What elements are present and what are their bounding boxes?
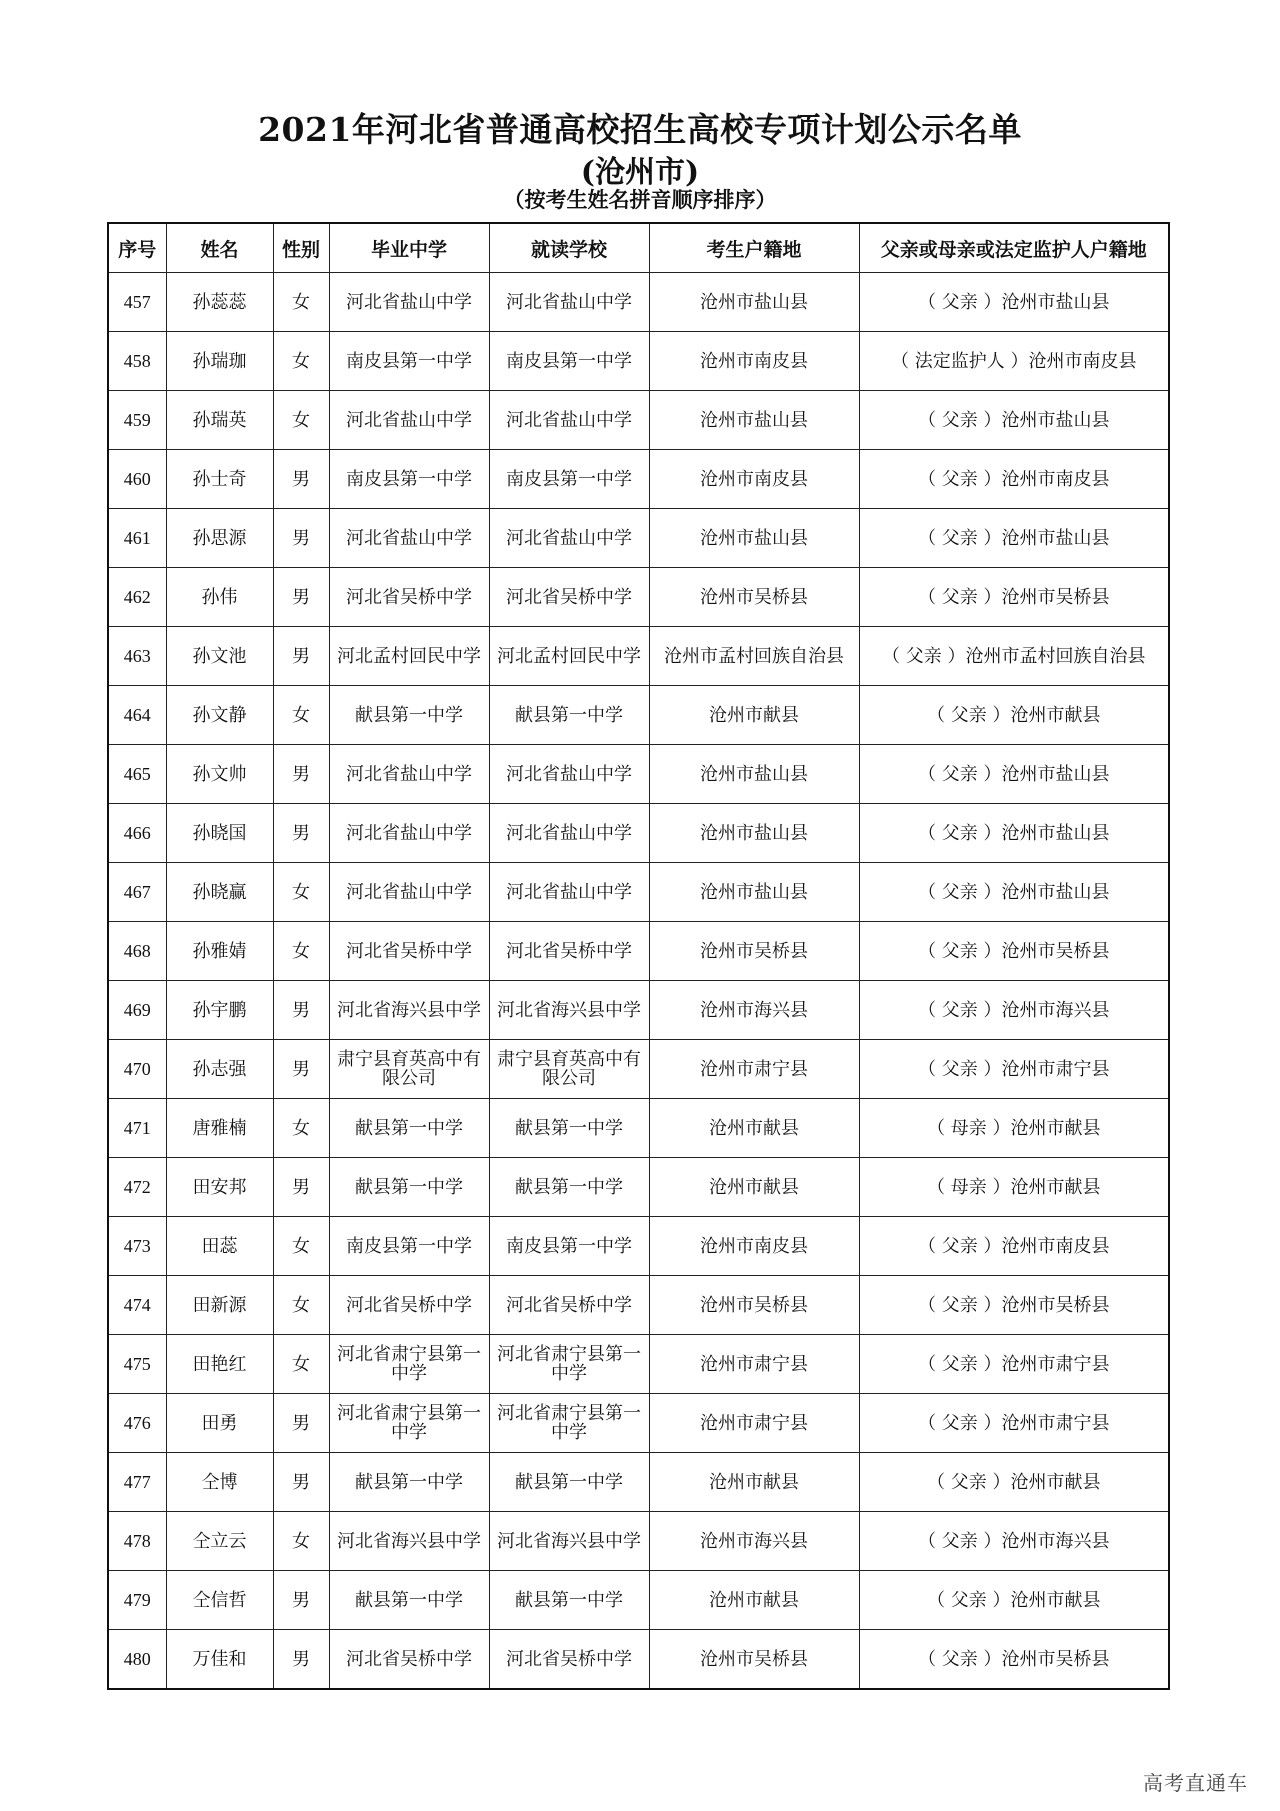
cell-graduated-school: 南皮县第一中学 xyxy=(329,332,489,391)
column-header-current-school: 就读学校 xyxy=(489,223,649,273)
cell-seq: 461 xyxy=(108,509,166,568)
cell-student-household: 沧州市肃宁县 xyxy=(649,1335,859,1394)
table-row xyxy=(108,450,1169,509)
cell-student-household: 沧州市盐山县 xyxy=(649,804,859,863)
cell-guardian-household: （ 父亲 ）沧州市肃宁县 xyxy=(859,1040,1169,1099)
cell-graduated-school: 河北省盐山中学 xyxy=(329,273,489,332)
cell-guardian-household: （ 父亲 ）沧州市吴桥县 xyxy=(859,1276,1169,1335)
cell-current-school: 河北省肃宁县第一中学 xyxy=(489,1394,649,1453)
cell-guardian-household: （ 父亲 ）沧州市献县 xyxy=(859,1453,1169,1512)
cell-name: 孙瑞珈 xyxy=(166,332,273,391)
cell-student-household: 沧州市孟村回族自治县 xyxy=(649,627,859,686)
cell-graduated-school: 河北省盐山中学 xyxy=(329,509,489,568)
cell-seq: 457 xyxy=(108,273,166,332)
table-row xyxy=(108,1453,1169,1512)
table-row xyxy=(108,391,1169,450)
column-header-gender: 性别 xyxy=(273,223,329,273)
cell-seq: 459 xyxy=(108,391,166,450)
cell-gender: 女 xyxy=(273,391,329,450)
cell-guardian-household: （ 父亲 ）沧州市吴桥县 xyxy=(859,568,1169,627)
cell-student-household: 沧州市献县 xyxy=(649,1571,859,1630)
cell-graduated-school: 南皮县第一中学 xyxy=(329,1217,489,1276)
cell-seq: 470 xyxy=(108,1040,166,1099)
cell-name: 孙伟 xyxy=(166,568,273,627)
cell-student-household: 沧州市献县 xyxy=(649,1453,859,1512)
table-row xyxy=(108,1217,1169,1276)
cell-guardian-household: （ 父亲 ）沧州市盐山县 xyxy=(859,804,1169,863)
cell-graduated-school: 河北省吴桥中学 xyxy=(329,922,489,981)
cell-gender: 男 xyxy=(273,627,329,686)
cell-graduated-school: 河北省吴桥中学 xyxy=(329,1276,489,1335)
cell-student-household: 沧州市盐山县 xyxy=(649,391,859,450)
cell-seq: 478 xyxy=(108,1512,166,1571)
cell-seq: 468 xyxy=(108,922,166,981)
cell-name: 唐雅楠 xyxy=(166,1099,273,1158)
cell-student-household: 沧州市吴桥县 xyxy=(649,568,859,627)
cell-name: 仝立云 xyxy=(166,1512,273,1571)
table-row xyxy=(108,863,1169,922)
cell-seq: 473 xyxy=(108,1217,166,1276)
roster-table xyxy=(107,222,1170,1690)
cell-name: 孙宇鹏 xyxy=(166,981,273,1040)
table-row xyxy=(108,273,1169,332)
cell-graduated-school: 献县第一中学 xyxy=(329,1158,489,1217)
cell-gender: 男 xyxy=(273,804,329,863)
table-row xyxy=(108,509,1169,568)
table-row xyxy=(108,1571,1169,1630)
column-header-graduated-school: 毕业中学 xyxy=(329,223,489,273)
page-subtitle: (沧州市) xyxy=(580,155,700,190)
cell-guardian-household: （ 父亲 ）沧州市吴桥县 xyxy=(859,922,1169,981)
cell-guardian-household: （ 父亲 ）沧州市盐山县 xyxy=(859,509,1169,568)
table-row xyxy=(108,1158,1169,1217)
table-row xyxy=(108,745,1169,804)
cell-graduated-school: 河北省海兴县中学 xyxy=(329,1512,489,1571)
cell-name: 田新源 xyxy=(166,1276,273,1335)
cell-current-school: 献县第一中学 xyxy=(489,1571,649,1630)
cell-current-school: 河北省盐山中学 xyxy=(489,804,649,863)
cell-seq: 474 xyxy=(108,1276,166,1335)
cell-graduated-school: 河北省盐山中学 xyxy=(329,391,489,450)
cell-seq: 464 xyxy=(108,686,166,745)
cell-name: 孙瑞英 xyxy=(166,391,273,450)
cell-guardian-household: （ 母亲 ）沧州市献县 xyxy=(859,1099,1169,1158)
cell-student-household: 沧州市吴桥县 xyxy=(649,922,859,981)
cell-current-school: 河北省盐山中学 xyxy=(489,863,649,922)
cell-current-school: 河北孟村回民中学 xyxy=(489,627,649,686)
cell-guardian-household: （ 父亲 ）沧州市盐山县 xyxy=(859,391,1169,450)
cell-seq: 467 xyxy=(108,863,166,922)
cell-gender: 男 xyxy=(273,1571,329,1630)
cell-student-household: 沧州市献县 xyxy=(649,1158,859,1217)
cell-seq: 463 xyxy=(108,627,166,686)
table-row xyxy=(108,1276,1169,1335)
cell-current-school: 南皮县第一中学 xyxy=(489,332,649,391)
table-row xyxy=(108,1394,1169,1453)
column-header-seq: 序号 xyxy=(108,223,166,273)
column-header-guardian-household: 父亲或母亲或法定监护人户籍地 xyxy=(859,223,1169,273)
cell-name: 孙蕊蕊 xyxy=(166,273,273,332)
cell-student-household: 沧州市盐山县 xyxy=(649,273,859,332)
cell-name: 田安邦 xyxy=(166,1158,273,1217)
cell-current-school: 河北省吴桥中学 xyxy=(489,1276,649,1335)
cell-gender: 男 xyxy=(273,745,329,804)
cell-name: 孙晓赢 xyxy=(166,863,273,922)
cell-name: 孙志强 xyxy=(166,1040,273,1099)
cell-name: 孙文静 xyxy=(166,686,273,745)
table-row xyxy=(108,1630,1169,1690)
cell-gender: 女 xyxy=(273,863,329,922)
cell-gender: 男 xyxy=(273,981,329,1040)
cell-graduated-school: 河北孟村回民中学 xyxy=(329,627,489,686)
cell-student-household: 沧州市南皮县 xyxy=(649,332,859,391)
cell-graduated-school: 肃宁县育英高中有限公司 xyxy=(329,1040,489,1099)
cell-name: 仝博 xyxy=(166,1453,273,1512)
cell-graduated-school: 南皮县第一中学 xyxy=(329,450,489,509)
table-row xyxy=(108,686,1169,745)
cell-seq: 469 xyxy=(108,981,166,1040)
cell-guardian-household: （ 法定监护人 ）沧州市南皮县 xyxy=(859,332,1169,391)
cell-current-school: 河北省海兴县中学 xyxy=(489,981,649,1040)
cell-guardian-household: （ 父亲 ）沧州市盐山县 xyxy=(859,273,1169,332)
cell-seq: 460 xyxy=(108,450,166,509)
cell-name: 孙思源 xyxy=(166,509,273,568)
cell-graduated-school: 献县第一中学 xyxy=(329,1453,489,1512)
cell-current-school: 南皮县第一中学 xyxy=(489,450,649,509)
table-row xyxy=(108,627,1169,686)
cell-graduated-school: 河北省海兴县中学 xyxy=(329,981,489,1040)
table-row xyxy=(108,1512,1169,1571)
cell-student-household: 沧州市献县 xyxy=(649,1099,859,1158)
roster-body xyxy=(108,273,1169,1690)
cell-current-school: 献县第一中学 xyxy=(489,1099,649,1158)
cell-graduated-school: 献县第一中学 xyxy=(329,1571,489,1630)
cell-seq: 476 xyxy=(108,1394,166,1453)
cell-seq: 472 xyxy=(108,1158,166,1217)
cell-gender: 女 xyxy=(273,1335,329,1394)
cell-gender: 女 xyxy=(273,1512,329,1571)
cell-current-school: 河北省盐山中学 xyxy=(489,391,649,450)
cell-current-school: 献县第一中学 xyxy=(489,1453,649,1512)
cell-guardian-household: （ 父亲 ）沧州市海兴县 xyxy=(859,1512,1169,1571)
cell-guardian-household: （ 母亲 ）沧州市献县 xyxy=(859,1158,1169,1217)
cell-seq: 458 xyxy=(108,332,166,391)
cell-name: 田蕊 xyxy=(166,1217,273,1276)
cell-seq: 479 xyxy=(108,1571,166,1630)
cell-seq: 465 xyxy=(108,745,166,804)
column-header-name: 姓名 xyxy=(166,223,273,273)
cell-guardian-household: （ 父亲 ）沧州市肃宁县 xyxy=(859,1394,1169,1453)
table-row xyxy=(108,1040,1169,1099)
cell-gender: 女 xyxy=(273,922,329,981)
cell-guardian-household: （ 父亲 ）沧州市献县 xyxy=(859,686,1169,745)
cell-name: 孙文池 xyxy=(166,627,273,686)
cell-gender: 女 xyxy=(273,1276,329,1335)
cell-current-school: 河北省吴桥中学 xyxy=(489,922,649,981)
watermark: 高考直通车 xyxy=(1143,1771,1248,1795)
cell-name: 孙士奇 xyxy=(166,450,273,509)
cell-graduated-school: 献县第一中学 xyxy=(329,1099,489,1158)
cell-current-school: 河北省吴桥中学 xyxy=(489,1630,649,1690)
cell-gender: 男 xyxy=(273,568,329,627)
table-row xyxy=(108,332,1169,391)
cell-student-household: 沧州市吴桥县 xyxy=(649,1630,859,1690)
cell-guardian-household: （ 父亲 ）沧州市献县 xyxy=(859,1571,1169,1630)
cell-name: 田勇 xyxy=(166,1394,273,1453)
cell-gender: 女 xyxy=(273,686,329,745)
cell-graduated-school: 河北省吴桥中学 xyxy=(329,1630,489,1690)
table-row xyxy=(108,981,1169,1040)
cell-student-household: 沧州市海兴县 xyxy=(649,1512,859,1571)
cell-student-household: 沧州市南皮县 xyxy=(649,450,859,509)
cell-seq: 462 xyxy=(108,568,166,627)
cell-student-household: 沧州市吴桥县 xyxy=(649,1276,859,1335)
cell-gender: 男 xyxy=(273,1630,329,1690)
cell-gender: 男 xyxy=(273,1158,329,1217)
cell-graduated-school: 河北省肃宁县第一中学 xyxy=(329,1394,489,1453)
cell-student-household: 沧州市盐山县 xyxy=(649,509,859,568)
cell-gender: 男 xyxy=(273,1040,329,1099)
cell-current-school: 河北省肃宁县第一中学 xyxy=(489,1335,649,1394)
cell-seq: 477 xyxy=(108,1453,166,1512)
table-row xyxy=(108,1099,1169,1158)
cell-student-household: 沧州市盐山县 xyxy=(649,745,859,804)
cell-seq: 475 xyxy=(108,1335,166,1394)
cell-current-school: 献县第一中学 xyxy=(489,1158,649,1217)
cell-graduated-school: 河北省盐山中学 xyxy=(329,863,489,922)
cell-gender: 女 xyxy=(273,1099,329,1158)
cell-student-household: 沧州市肃宁县 xyxy=(649,1040,859,1099)
cell-current-school: 肃宁县育英高中有限公司 xyxy=(489,1040,649,1099)
cell-current-school: 献县第一中学 xyxy=(489,686,649,745)
cell-current-school: 河北省盐山中学 xyxy=(489,509,649,568)
cell-graduated-school: 河北省盐山中学 xyxy=(329,745,489,804)
cell-seq: 471 xyxy=(108,1099,166,1158)
cell-name: 田艳红 xyxy=(166,1335,273,1394)
sort-note: （按考生姓名拼音顺序排序） xyxy=(503,187,777,212)
cell-graduated-school: 河北省肃宁县第一中学 xyxy=(329,1335,489,1394)
cell-guardian-household: （ 父亲 ）沧州市孟村回族自治县 xyxy=(859,627,1169,686)
cell-guardian-household: （ 父亲 ）沧州市南皮县 xyxy=(859,450,1169,509)
table-row xyxy=(108,1335,1169,1394)
cell-current-school: 河北省盐山中学 xyxy=(489,745,649,804)
cell-gender: 男 xyxy=(273,1453,329,1512)
cell-name: 万佳和 xyxy=(166,1630,273,1690)
cell-graduated-school: 献县第一中学 xyxy=(329,686,489,745)
cell-name: 孙雅婧 xyxy=(166,922,273,981)
cell-seq: 466 xyxy=(108,804,166,863)
cell-current-school: 河北省海兴县中学 xyxy=(489,1512,649,1571)
cell-student-household: 沧州市盐山县 xyxy=(649,863,859,922)
table-row xyxy=(108,922,1169,981)
cell-student-household: 沧州市肃宁县 xyxy=(649,1394,859,1453)
cell-current-school: 河北省吴桥中学 xyxy=(489,568,649,627)
cell-current-school: 南皮县第一中学 xyxy=(489,1217,649,1276)
cell-graduated-school: 河北省盐山中学 xyxy=(329,804,489,863)
cell-guardian-household: （ 父亲 ）沧州市吴桥县 xyxy=(859,1630,1169,1690)
cell-gender: 男 xyxy=(273,509,329,568)
cell-student-household: 沧州市献县 xyxy=(649,686,859,745)
header-row xyxy=(108,223,1169,273)
table-row xyxy=(108,568,1169,627)
cell-graduated-school: 河北省吴桥中学 xyxy=(329,568,489,627)
cell-guardian-household: （ 父亲 ）沧州市盐山县 xyxy=(859,863,1169,922)
cell-guardian-household: （ 父亲 ）沧州市海兴县 xyxy=(859,981,1169,1040)
table-row xyxy=(108,804,1169,863)
cell-guardian-household: （ 父亲 ）沧州市肃宁县 xyxy=(859,1335,1169,1394)
cell-seq: 480 xyxy=(108,1630,166,1690)
cell-student-household: 沧州市海兴县 xyxy=(649,981,859,1040)
cell-name: 孙文帅 xyxy=(166,745,273,804)
cell-name: 孙晓国 xyxy=(166,804,273,863)
cell-gender: 男 xyxy=(273,1394,329,1453)
page-title: 2021年河北省普通高校招生高校专项计划公示名单 xyxy=(258,110,1022,149)
cell-guardian-household: （ 父亲 ）沧州市南皮县 xyxy=(859,1217,1169,1276)
cell-gender: 女 xyxy=(273,1217,329,1276)
cell-gender: 女 xyxy=(273,332,329,391)
cell-student-household: 沧州市南皮县 xyxy=(649,1217,859,1276)
cell-gender: 男 xyxy=(273,450,329,509)
cell-name: 仝信哲 xyxy=(166,1571,273,1630)
cell-current-school: 河北省盐山中学 xyxy=(489,273,649,332)
cell-gender: 女 xyxy=(273,273,329,332)
column-header-student-household: 考生户籍地 xyxy=(649,223,859,273)
cell-guardian-household: （ 父亲 ）沧州市盐山县 xyxy=(859,745,1169,804)
